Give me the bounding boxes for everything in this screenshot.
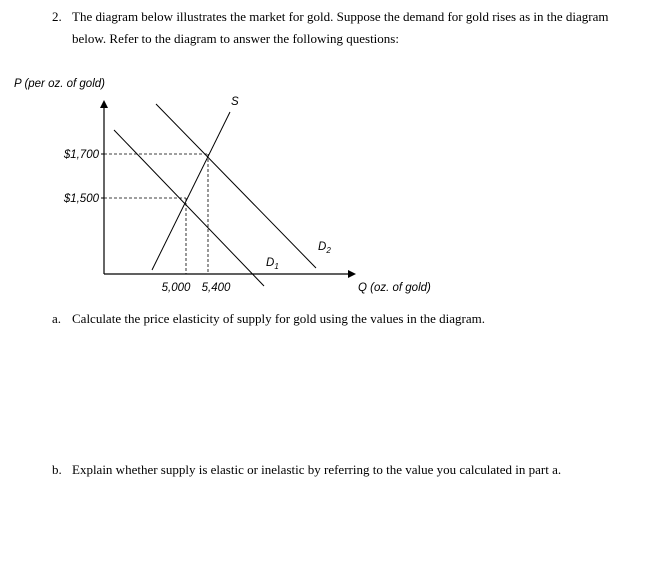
- demand-d1-label: [266, 257, 279, 271]
- demand-curve-d2: [156, 104, 316, 268]
- demand-curve-d1: [114, 130, 264, 286]
- supply-curve-label: S: [231, 96, 239, 108]
- x-axis-label: Q (oz. of gold): [358, 282, 431, 294]
- demand-d2-letter: D: [318, 241, 327, 253]
- y-axis-label: P (per oz. of gold): [14, 78, 105, 90]
- price-label-1500: $1,500: [63, 193, 99, 205]
- question-text-line1: The diagram below illustrates the market for gold. Suppose the demand for gold rises as in the diagram: [72, 9, 609, 24]
- question-text-line2: below. Refer to the diagram to answer the following questions:: [72, 31, 399, 46]
- demand-d2-label: [318, 241, 331, 255]
- part-b-text: Explain whether supply is elastic or inelastic by referring to the value you calculated in part a.: [72, 462, 562, 477]
- supply-curve: [152, 112, 230, 270]
- quantity-label-5000: 5,000: [161, 282, 191, 294]
- question-number: 2.: [52, 9, 62, 24]
- demand-d1-letter: D: [266, 257, 275, 269]
- part-b-letter: b.: [52, 462, 62, 477]
- part-a-letter: a.: [52, 311, 62, 326]
- demand-d2-subscript: 2: [326, 246, 331, 255]
- part-a-text: Calculate the price elasticity of supply for gold using the values in the diagram.: [72, 311, 485, 326]
- demand-d1-subscript: 1: [274, 262, 279, 271]
- price-label-1700: $1,700: [63, 149, 99, 161]
- quantity-label-5400: 5,400: [201, 282, 231, 294]
